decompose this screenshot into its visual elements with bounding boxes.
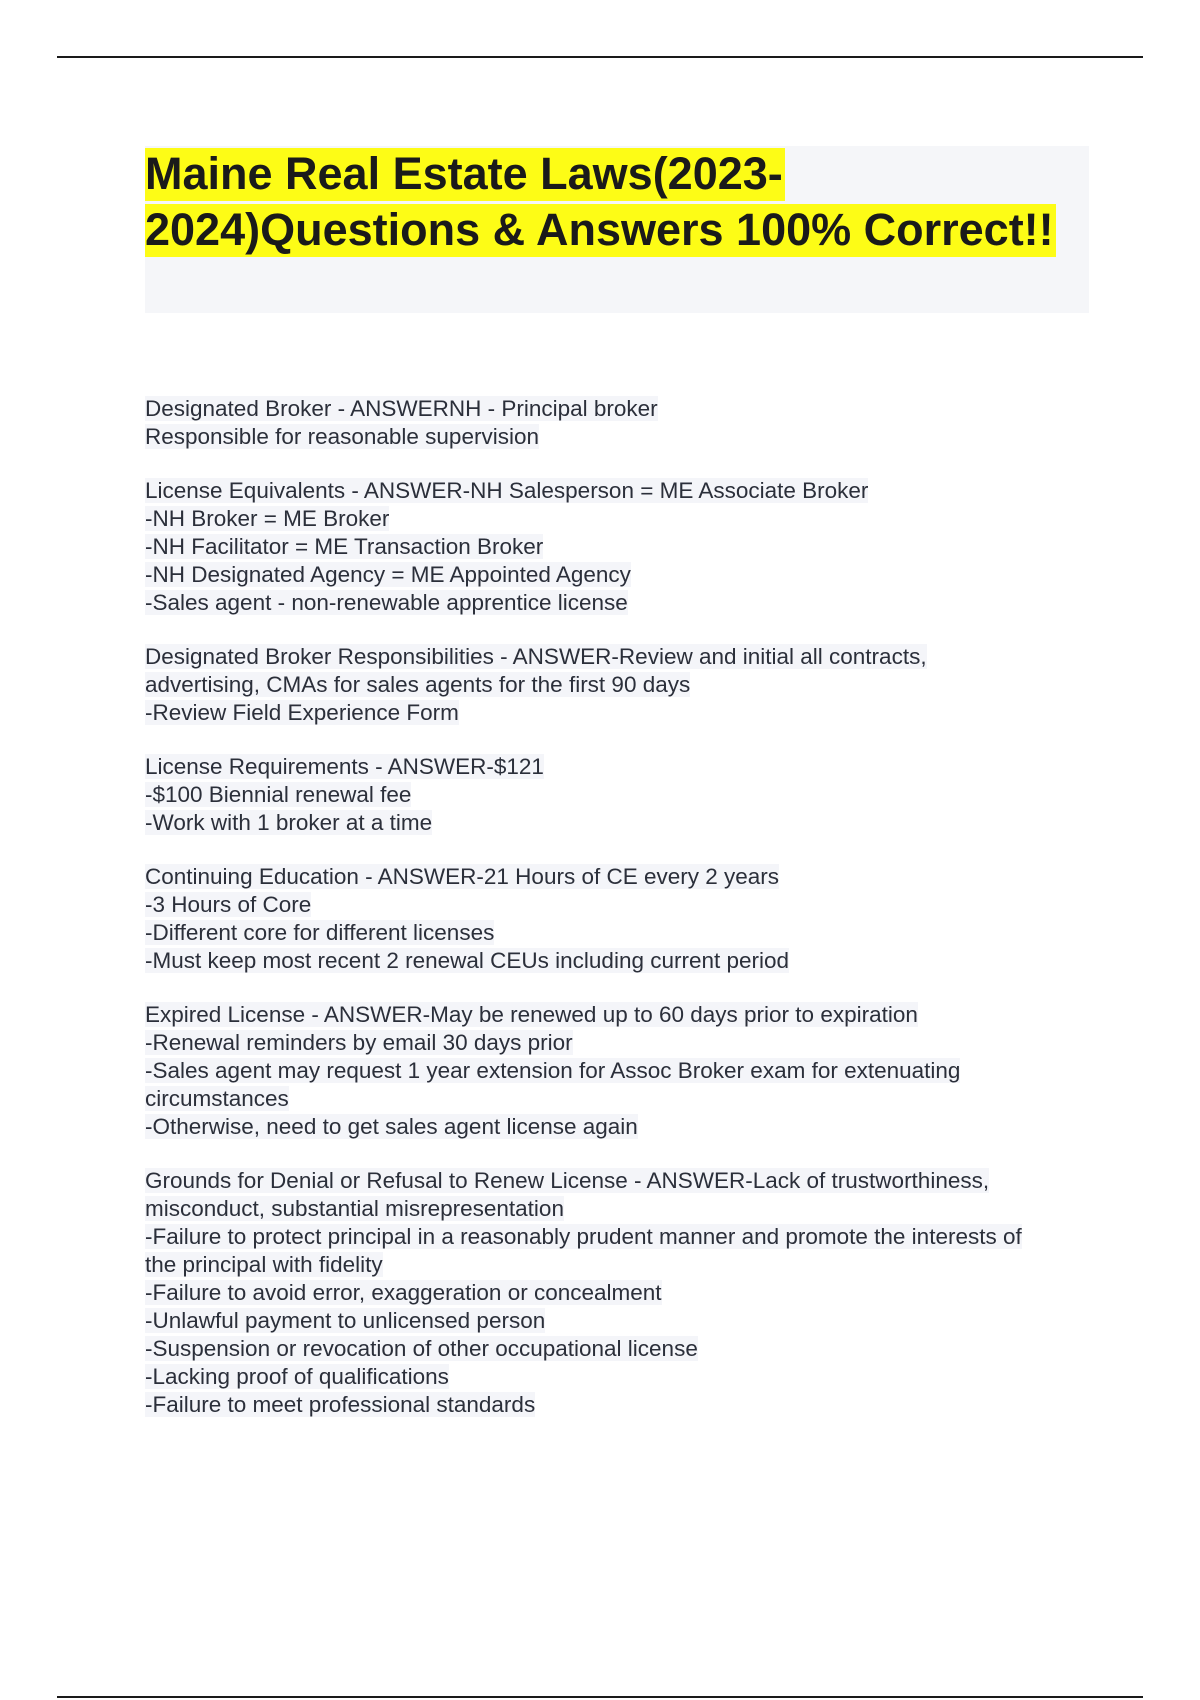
qa-item <box>145 477 1105 617</box>
document-title <box>145 146 1089 258</box>
qa-question-line <box>145 477 1105 505</box>
qa-line-text: -Failure to protect principal in a reasonably prudent manner and promote the interests of <box>145 1224 1022 1249</box>
qa-line-text: -Work with 1 broker at a time <box>145 810 433 835</box>
document-title-text: Maine Real Estate Laws(2023-2024)Questions & Answers 100% Correct!! <box>145 148 1054 255</box>
qa-answer-line <box>145 809 1105 837</box>
qa-item <box>145 863 1105 975</box>
qa-line-text: -Sales agent may request 1 year extension for Assoc Broker exam for extenuating <box>145 1058 961 1083</box>
qa-line-text: -Different core for different licenses <box>145 920 495 945</box>
qa-answer-line <box>145 533 1105 561</box>
qa-line-text: misconduct, substantial misrepresentation <box>145 1196 564 1221</box>
qa-answer-line <box>145 1335 1105 1363</box>
qa-answer-line <box>145 1029 1105 1057</box>
qa-line-text: Grounds for Denial or Refusal to Renew License - ANSWER-Lack of trustworthiness, <box>145 1168 990 1193</box>
qa-line-text: -Failure to avoid error, exaggeration or concealment <box>145 1280 662 1305</box>
qa-answer-line <box>145 505 1105 533</box>
qa-line-text: Expired License - ANSWER-May be renewed up to 60 days prior to expiration <box>145 1002 918 1027</box>
qa-line-text: -Renewal reminders by email 30 days prior <box>145 1030 573 1055</box>
qa-answer-line <box>145 589 1105 617</box>
qa-answer-line <box>145 1223 1105 1251</box>
qa-line-text: -Unlawful payment to unlicensed person <box>145 1308 546 1333</box>
qa-answer-line <box>145 561 1105 589</box>
qa-answer-line <box>145 919 1105 947</box>
qa-answer-line <box>145 423 1105 451</box>
qa-item <box>145 1167 1105 1419</box>
qa-list <box>145 395 1105 1445</box>
qa-answer-line <box>145 1391 1105 1419</box>
qa-line-text: -Lacking proof of qualifications <box>145 1364 449 1389</box>
qa-item <box>145 753 1105 837</box>
qa-answer-line <box>145 947 1105 975</box>
qa-answer-line <box>145 891 1105 919</box>
qa-answer-line <box>145 1279 1105 1307</box>
qa-question-line <box>145 863 1105 891</box>
qa-line-text: advertising, CMAs for sales agents for the first 90 days <box>145 672 691 697</box>
qa-item <box>145 1001 1105 1141</box>
qa-line-text: -Sales agent - non-renewable apprentice license <box>145 590 628 615</box>
qa-answer-line <box>145 1251 1105 1279</box>
qa-answer-line <box>145 671 1105 699</box>
qa-line-text: the principal with fidelity <box>145 1252 383 1277</box>
qa-line-text: Continuing Education - ANSWER-21 Hours of CE every 2 years <box>145 864 780 889</box>
qa-line-text: -Must keep most recent 2 renewal CEUs including current period <box>145 948 790 973</box>
qa-item <box>145 643 1105 727</box>
qa-question-line <box>145 1001 1105 1029</box>
qa-line-text: Responsible for reasonable supervision <box>145 424 539 449</box>
qa-line-text: -NH Facilitator = ME Transaction Broker <box>145 534 544 559</box>
qa-answer-line <box>145 1307 1105 1335</box>
qa-answer-line <box>145 1113 1105 1141</box>
qa-line-text: Designated Broker Responsibilities - ANSWER-Review and initial all contracts, <box>145 644 927 669</box>
qa-line-text: -NH Broker = ME Broker <box>145 506 390 531</box>
qa-answer-line <box>145 1195 1105 1223</box>
title-block <box>145 146 1089 313</box>
qa-line-text: -Suspension or revocation of other occupational license <box>145 1336 698 1361</box>
qa-line-text: -NH Designated Agency = ME Appointed Agency <box>145 562 631 587</box>
qa-answer-line <box>145 1085 1105 1113</box>
qa-answer-line <box>145 781 1105 809</box>
footer-rule <box>57 1696 1143 1698</box>
qa-line-text: -Failure to meet professional standards <box>145 1392 536 1417</box>
qa-answer-line <box>145 699 1105 727</box>
qa-line-text: License Equivalents - ANSWER-NH Salesperson = ME Associate Broker <box>145 478 869 503</box>
qa-item <box>145 395 1105 451</box>
qa-question-line <box>145 643 1105 671</box>
qa-line-text: -3 Hours of Core <box>145 892 312 917</box>
qa-answer-line <box>145 1363 1105 1391</box>
qa-line-text: Designated Broker - ANSWERNH - Principal broker <box>145 396 658 421</box>
qa-line-text: License Requirements - ANSWER-$121 <box>145 754 544 779</box>
qa-line-text: -$100 Biennial renewal fee <box>145 782 412 807</box>
qa-line-text: -Review Field Experience Form <box>145 700 459 725</box>
qa-line-text: -Otherwise, need to get sales agent license again <box>145 1114 638 1139</box>
qa-question-line <box>145 395 1105 423</box>
qa-question-line <box>145 1167 1105 1195</box>
header-rule <box>57 56 1143 58</box>
qa-answer-line <box>145 1057 1105 1085</box>
qa-line-text: circumstances <box>145 1086 289 1111</box>
qa-question-line <box>145 753 1105 781</box>
